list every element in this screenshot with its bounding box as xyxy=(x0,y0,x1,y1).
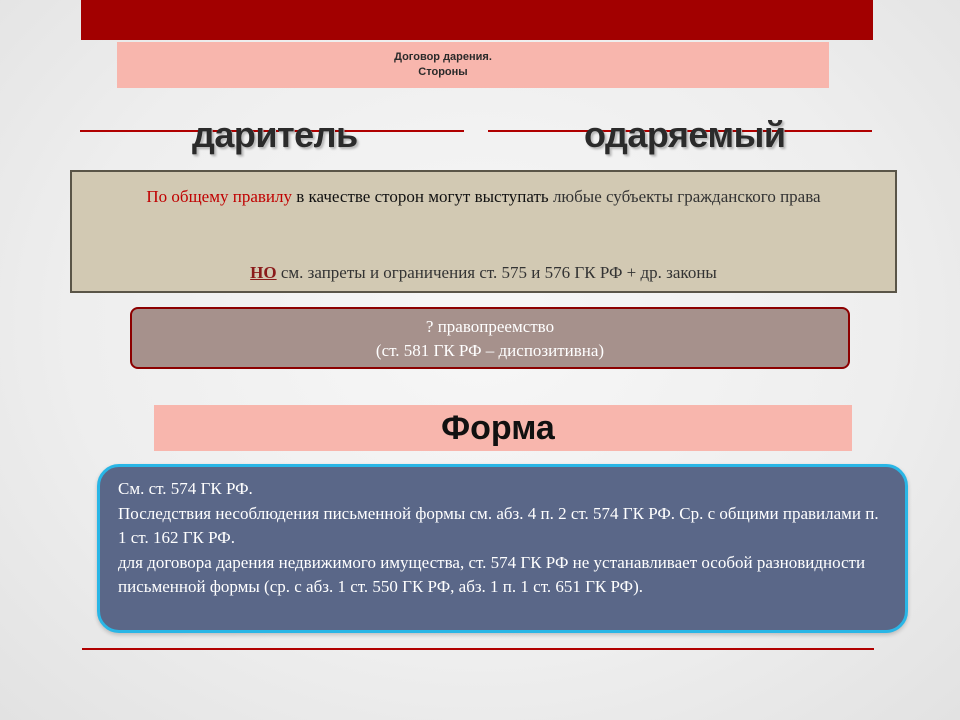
divider-bottom xyxy=(82,648,874,650)
slide-title-line2: Стороны xyxy=(418,66,468,78)
but-label: НО xyxy=(250,263,277,282)
top-accent-bar xyxy=(81,0,873,40)
restrictions-text: см. запреты и ограничения ст. 575 и 576 ГК РФ + др. законы xyxy=(276,263,717,282)
general-rule-label: По общему правилу xyxy=(146,187,292,206)
parties-general-rule xyxy=(72,186,895,208)
form-heading: Форма xyxy=(154,405,852,451)
slide-title-line1: Договор дарения. xyxy=(394,51,492,63)
parties-restrictions xyxy=(72,262,895,284)
succession-line2: (ст. 581 ГК РФ – диспозитивна) xyxy=(375,341,605,360)
slide-title xyxy=(117,42,829,88)
party-donor-heading: даритель xyxy=(192,114,358,155)
party-donee-heading: одаряемый xyxy=(584,114,786,155)
succession-box xyxy=(130,307,850,369)
succession-line1: ? правопреемство xyxy=(425,317,555,336)
form-paragraph-1: См. ст. 574 ГК РФ. xyxy=(118,479,253,498)
form-info-box xyxy=(97,464,908,633)
general-rule-subjects: любые субъекты гражданского права xyxy=(548,187,821,206)
form-paragraph-2: Последствия несоблюдения письменной формы см. абз. 4 п. 2 ст. 574 ГК РФ. Ср. с общими правилами п. 1 ст. 162 ГК РФ. xyxy=(118,503,879,547)
parties-info-box xyxy=(70,170,897,293)
general-rule-text: в качестве сторон могут выступать xyxy=(291,187,549,206)
form-paragraph-3: для договора дарения недвижимого имущества, ст. 574 ГК РФ не устанавливает особой разновидности письменной формы (ср. с абз. 1 ст. 550 ГК РФ, абз. 1 п. 1 ст. 651 ГК РФ). xyxy=(118,552,866,596)
